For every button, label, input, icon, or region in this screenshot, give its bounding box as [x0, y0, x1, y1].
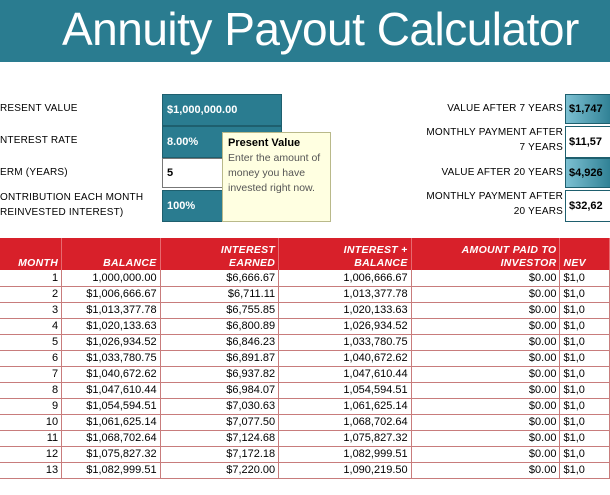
value-after-7-output: $1,747: [565, 94, 610, 124]
cell-balance[interactable]: $1,026,934.52: [62, 334, 160, 350]
tooltip-title: Present Value: [228, 137, 301, 149]
col-header-amount-paid: AMOUNT PAID TO INVESTOR: [411, 238, 560, 270]
cell-interest-plus-balance[interactable]: 1,040,672.62: [279, 350, 411, 366]
cell-new-balance[interactable]: $1,0: [560, 334, 610, 350]
cell-balance[interactable]: 1,000,000.00: [62, 270, 160, 286]
col-header-interest-earned: INTEREST EARNED: [160, 238, 279, 270]
cell-amount-paid[interactable]: $0.00: [411, 302, 560, 318]
cell-new-balance[interactable]: $1,0: [560, 366, 610, 382]
cell-interest-earned[interactable]: $7,124.68: [160, 430, 279, 446]
cell-new-balance[interactable]: $1,0: [560, 430, 610, 446]
cell-month[interactable]: 6: [0, 350, 62, 366]
cell-interest-plus-balance[interactable]: 1,090,219.50: [279, 462, 411, 478]
cell-new-balance[interactable]: $1,0: [560, 446, 610, 462]
cell-balance[interactable]: $1,082,999.51: [62, 462, 160, 478]
cell-interest-earned[interactable]: $7,172.18: [160, 446, 279, 462]
table-header-row: [0, 238, 610, 270]
cell-month[interactable]: 4: [0, 318, 62, 334]
cell-amount-paid[interactable]: $0.00: [411, 286, 560, 302]
cell-month[interactable]: 7: [0, 366, 62, 382]
cell-amount-paid[interactable]: $0.00: [411, 270, 560, 286]
cell-amount-paid[interactable]: $0.00: [411, 318, 560, 334]
cell-balance[interactable]: $1,068,702.64: [62, 430, 160, 446]
cell-month[interactable]: 12: [0, 446, 62, 462]
cell-interest-plus-balance[interactable]: 1,068,702.64: [279, 414, 411, 430]
cell-amount-paid[interactable]: $0.00: [411, 334, 560, 350]
cell-interest-earned[interactable]: $6,937.82: [160, 366, 279, 382]
cell-month[interactable]: 3: [0, 302, 62, 318]
cell-amount-paid[interactable]: $0.00: [411, 414, 560, 430]
interest-rate-input[interactable]: 8.00%: [162, 126, 282, 158]
cell-interest-plus-balance[interactable]: 1,047,610.44: [279, 366, 411, 382]
cell-interest-plus-balance[interactable]: 1,026,934.52: [279, 318, 411, 334]
cell-month[interactable]: 1: [0, 270, 62, 286]
present-value-tooltip: [222, 132, 331, 222]
cell-new-balance[interactable]: $1,0: [560, 350, 610, 366]
contribution-input[interactable]: 100%: [162, 190, 282, 222]
cell-new-balance[interactable]: $1,0: [560, 286, 610, 302]
page-title: Annuity Payout Calculator: [62, 3, 579, 55]
table-row: [0, 462, 610, 478]
cell-interest-earned[interactable]: $7,220.00: [160, 462, 279, 478]
cell-month[interactable]: 11: [0, 430, 62, 446]
cell-amount-paid[interactable]: $0.00: [411, 366, 560, 382]
interest-rate-label: NTEREST RATE: [0, 135, 78, 146]
cell-interest-earned[interactable]: $7,030.63: [160, 398, 279, 414]
cell-interest-plus-balance[interactable]: 1,054,594.51: [279, 382, 411, 398]
cell-interest-earned[interactable]: $6,891.87: [160, 350, 279, 366]
contribution-label-2: REINVESTED INTEREST): [0, 207, 124, 218]
cell-month[interactable]: 13: [0, 462, 62, 478]
cell-interest-earned[interactable]: $6,846.23: [160, 334, 279, 350]
table-row: [0, 334, 610, 350]
cell-month[interactable]: 10: [0, 414, 62, 430]
cell-month[interactable]: 2: [0, 286, 62, 302]
term-years-label: ERM (YEARS): [0, 167, 68, 178]
table-row: [0, 302, 610, 318]
cell-new-balance[interactable]: $1,0: [560, 414, 610, 430]
monthly-payment-7-label-2: 7 YEARS: [519, 142, 563, 153]
monthly-payment-7-label: MONTHLY PAYMENT AFTER: [426, 127, 563, 138]
monthly-payment-20-label-2: 20 YEARS: [513, 206, 563, 217]
cell-new-balance[interactable]: $1,0: [560, 270, 610, 286]
tooltip-body: Enter the amount of money you have invested right now.: [228, 152, 321, 194]
cell-balance[interactable]: $1,020,133.63: [62, 318, 160, 334]
value-after-20-output: $4,926: [565, 158, 610, 188]
value-after-20-label: VALUE AFTER 20 YEARS: [441, 167, 563, 178]
table-row: [0, 414, 610, 430]
monthly-payment-20-label: MONTHLY PAYMENT AFTER: [426, 191, 563, 202]
table-row: [0, 366, 610, 382]
table-row: [0, 286, 610, 302]
cell-balance[interactable]: $1,061,625.14: [62, 414, 160, 430]
table-row: [0, 270, 610, 286]
cell-amount-paid[interactable]: $0.00: [411, 462, 560, 478]
cell-interest-plus-balance[interactable]: 1,013,377.78: [279, 286, 411, 302]
table-row: [0, 318, 610, 334]
value-after-7-label: VALUE AFTER 7 YEARS: [447, 103, 563, 114]
table-row: [0, 382, 610, 398]
present-value-label: RESENT VALUE: [0, 103, 78, 114]
cell-new-balance[interactable]: $1,0: [560, 382, 610, 398]
cell-interest-plus-balance[interactable]: 1,033,780.75: [279, 334, 411, 350]
cell-balance[interactable]: $1,033,780.75: [62, 350, 160, 366]
cell-amount-paid[interactable]: $0.00: [411, 382, 560, 398]
cell-balance[interactable]: $1,075,827.32: [62, 446, 160, 462]
cell-interest-plus-balance[interactable]: 1,075,827.32: [279, 430, 411, 446]
col-header-interest-plus-balance: INTEREST + BALANCE: [279, 238, 411, 270]
cell-interest-earned[interactable]: $6,666.67: [160, 270, 279, 286]
cell-balance[interactable]: $1,054,594.51: [62, 398, 160, 414]
cell-amount-paid[interactable]: $0.00: [411, 430, 560, 446]
cell-interest-plus-balance[interactable]: 1,006,666.67: [279, 270, 411, 286]
col-header-balance: BALANCE: [62, 238, 160, 270]
table-row: [0, 446, 610, 462]
cell-balance[interactable]: $1,047,610.44: [62, 382, 160, 398]
title-banner: [0, 0, 610, 62]
cell-interest-earned[interactable]: $6,755.85: [160, 302, 279, 318]
cell-balance[interactable]: $1,013,377.78: [62, 302, 160, 318]
col-header-new-balance: NEV: [560, 238, 610, 270]
contribution-label: ONTRIBUTION EACH MONTH: [0, 192, 144, 203]
table-row: [0, 430, 610, 446]
present-value-input[interactable]: $1,000,000.00: [162, 94, 282, 126]
cell-amount-paid[interactable]: $0.00: [411, 398, 560, 414]
table-row: [0, 350, 610, 366]
payout-schedule-table: [0, 238, 610, 479]
cell-balance[interactable]: $1,040,672.62: [62, 366, 160, 382]
table-row: [0, 398, 610, 414]
cell-balance[interactable]: $1,006,666.67: [62, 286, 160, 302]
monthly-payment-7-output: $11,57: [565, 126, 610, 158]
cell-new-balance[interactable]: $1,0: [560, 302, 610, 318]
cell-amount-paid[interactable]: $0.00: [411, 350, 560, 366]
cell-interest-earned[interactable]: $6,711.11: [160, 286, 279, 302]
term-years-input[interactable]: 5: [162, 158, 282, 188]
cell-interest-plus-balance[interactable]: 1,061,625.14: [279, 398, 411, 414]
cell-amount-paid[interactable]: $0.00: [411, 446, 560, 462]
cell-interest-plus-balance[interactable]: 1,020,133.63: [279, 302, 411, 318]
cell-month[interactable]: 9: [0, 398, 62, 414]
cell-interest-earned[interactable]: $6,984.07: [160, 382, 279, 398]
col-header-month: MONTH: [0, 238, 62, 270]
cell-new-balance[interactable]: $1,0: [560, 318, 610, 334]
cell-new-balance[interactable]: $1,0: [560, 398, 610, 414]
cell-interest-plus-balance[interactable]: 1,082,999.51: [279, 446, 411, 462]
cell-new-balance[interactable]: $1,0: [560, 462, 610, 478]
cell-interest-earned[interactable]: $6,800.89: [160, 318, 279, 334]
cell-month[interactable]: 5: [0, 334, 62, 350]
cell-month[interactable]: 8: [0, 382, 62, 398]
cell-interest-earned[interactable]: $7,077.50: [160, 414, 279, 430]
monthly-payment-20-output: $32,62: [565, 190, 610, 222]
